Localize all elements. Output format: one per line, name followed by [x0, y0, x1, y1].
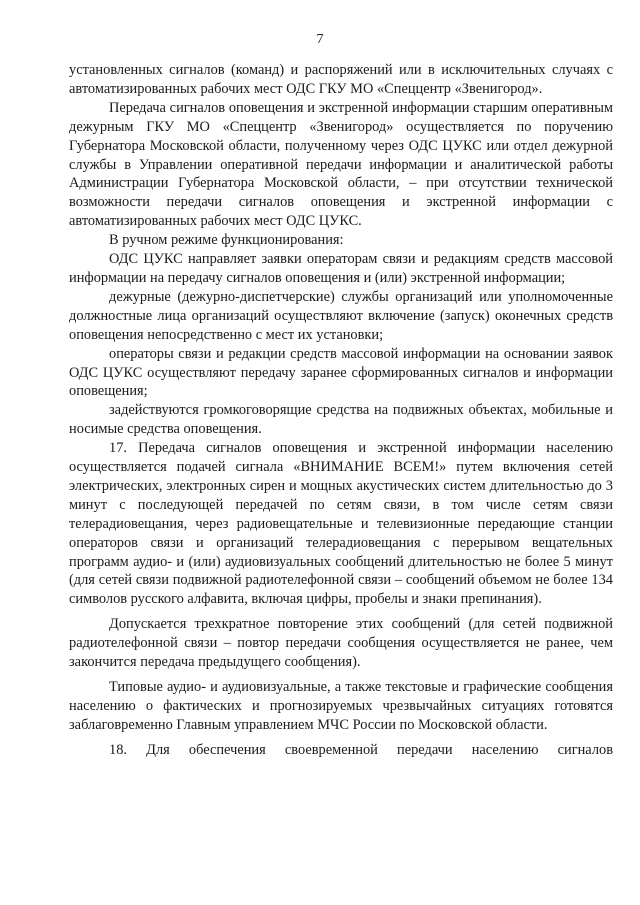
page-number: 7 [316, 32, 324, 47]
paragraph-clause-18: 18. Для обеспечения своевременной передачи населению сигналов [109, 741, 613, 758]
paragraph-standard-messages: Типовые аудио- и аудиовизуальные, а также текстовые и графические сообщения населению о фактических и прогнозируемых чрезвычайных ситуациях готовятся заблаговременно Главным управлением МЧС России по Московской области. [69, 679, 613, 733]
paragraph-manual-mode-heading: В ручном режиме функционирования: [109, 232, 344, 249]
paragraph-clause-17: 17. Передача сигналов оповещения и экстренной информации населению осуществляется подачей сигнала «ВНИМАНИЕ ВСЕМ!» путем включения сетей электрических, электронных сирен и мощных акустических систем длительностью до 3 минут с последующей передачей по сетям связи, в том числе сетям связи телерадиовещания, через радиовещательные и телевизионные передающие станции операторов связи и организаций телерадиовещания с перерывом вещательных программ аудио- и (или) аудиовизуальных сообщений длительностью не более 5 минут (для сетей связи подвижной радиотелефонной связи – сообщений объемом не более 134 символов русского алфавита, включая цифры, пробелы и знаки препинания). [69, 440, 613, 608]
paragraph-continuation: установленных сигналов (команд) и распоряжений или в исключительных случаях с автоматизированных рабочих мест ОДС ГКУ МО «Спеццентр «Звенигород». [69, 62, 613, 97]
paragraph-manual-mode-item-4: задействуются громкоговорящие средства на подвижных объектах, мобильные и носимые средства оповещения. [69, 402, 613, 438]
paragraph-manual-mode-item-1: ОДС ЦУКС направляет заявки операторам связи и редакциям средств массовой информации на передачу сигналов оповещения и (или) экстренной информации; [69, 251, 613, 286]
paragraph-manual-mode-item-2: дежурные (дежурно-диспетчерские) службы организаций или уполномоченные должностные лица организаций осуществляют включение (запуск) оконечных средств оповещения непосредственно с мест их установки; [69, 288, 613, 343]
document-body [69, 61, 613, 760]
paragraph-repetition: Допускается трехкратное повторение этих сообщений (для сетей подвижной радиотелефонной связи – повтор передачи сообщения осуществляется не ранее, чем закончится передача предыдущего сообщения). [69, 616, 613, 671]
paragraph-manual-mode-item-3: операторы связи и редакции средств массовой информации на основании заявок ОДС ЦУКС осуществляют передачу заранее сформированных сигналов и информации оповещения; [69, 345, 613, 400]
paragraph-transmission-by-duty-officers: Передача сигналов оповещения и экстренной информации старшим оперативным дежурным ГКУ МО «Спеццентр «Звенигород» осуществляется по поручению Губернатора Московской области, полученному через ОДС ЦУКС или отдел дежурной службы в Управлении оперативной передачи информации и аналитической работы Администрации Губернатора Московской области, – при отсутствии технической возможности передачи сигналов оповещения и экстренной информации с автоматизированных рабочих мест ОДС ЦУКС. [69, 99, 613, 230]
